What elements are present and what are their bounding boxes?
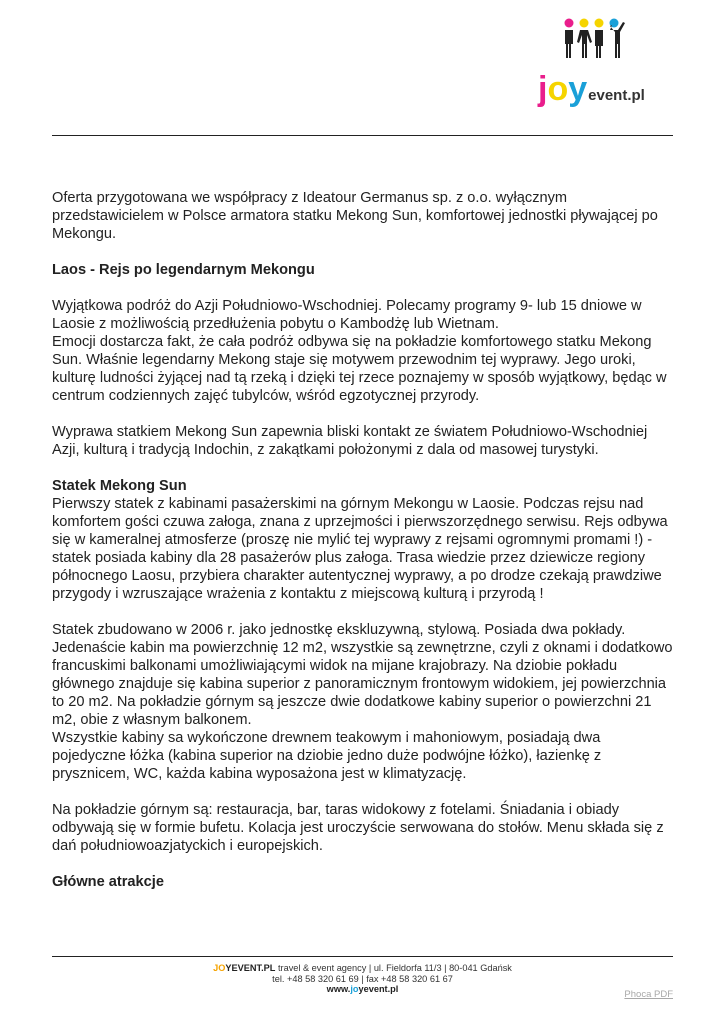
heading-laos-cruise: Laos - Rejs po legendarnym Mekongu bbox=[52, 262, 315, 278]
intro-paragraph: Oferta przygotowana we współpracy z Ideatour Germanus sp. z o.o. wyłącznym przedstawicielem w Polsce armatora statku Mekong Sun, komfortowej jednostki pływającej po Mekongu. bbox=[52, 190, 658, 242]
ship-paragraph-2b: Wszystkie kabiny sa wykończone drewnem teakowym i mahoniowym, posiadają dwa pojedyczne łóżka (kabina superior na dziobie jedno duże podwójne łóżko), łazienkę z prysznicem, WC, każda kabina wyposażona jest w klimatyzację. bbox=[52, 730, 602, 782]
document-body bbox=[52, 189, 677, 909]
footer-website-link[interactable]: www.joyevent.pl bbox=[326, 984, 399, 994]
footer-divider bbox=[52, 956, 673, 957]
heading-main-attractions: Główne atrakcje bbox=[52, 874, 164, 890]
laos-paragraph-1 bbox=[52, 297, 677, 405]
laos-paragraph-2: Wyprawa statkiem Mekong Sun zapewnia bliski kontakt ze światem Południowo-Wschodniej Azji, kulturą i tradycją Indochin, z zakątkami położonymi z dala od masowej turystyki. bbox=[52, 424, 648, 458]
page-footer bbox=[0, 963, 725, 995]
heading-mekong-sun: Statek Mekong Sun bbox=[52, 478, 187, 494]
ship-paragraph-3: Na pokładzie górnym są: restauracja, bar, taras widokowy z fotelami. Śniadania i obiady odbywają się w formie bufetu. Kolacja jest uroczyście serwowana do stołów. Menu składa się z dań południowoazjatyckich i europejskich. bbox=[52, 802, 664, 854]
logo-wordmark: joyevent.pl bbox=[538, 70, 645, 108]
laos-paragraph-1b: Emocji dostarcza fakt, że cała podróż odbywa się na pokładzie komfortowego statku Mekong Sun. Właśnie legendarny Mekong staje się motywem przewodnim tej wyprawy. Jego uroki, kulturę ludności żyjącej nad tą rzeką i dzięki tej rzece poznajemy w sposób wyjątkowy, będąc w centrum codziennych zajęć tubylców, wśród egzotycznej przyrody. bbox=[52, 334, 667, 404]
footer-line-2: tel. +48 58 320 61 69 | fax +48 58 320 61 67 bbox=[272, 973, 453, 984]
people-figures-icon bbox=[560, 18, 626, 64]
phoca-pdf-link[interactable]: Phoca PDF bbox=[624, 989, 673, 1000]
header-divider bbox=[52, 135, 673, 136]
ship-paragraph-2a: Statek zbudowano w 2006 r. jako jednostkę ekskluzywną, stylową. Posiada dwa pokłady. Jedenaście kabin ma powierzchnię 12 m2, wszystkie są zewnętrzne, czyli z oknami i dodatkowo francuskimi balkonami umożliwiającymi widok na mijane krajobrazy. Na dziobie pokładu głównego znajduje się kabina superior z panoramicznym frontowym widokiem, jej powierzchnia to 20 m2. Na pokładzie górnym są jeszcze dwie dodatkowe kabiny superior o powierzchni 21 m2, obie z własnym balkonem. bbox=[52, 622, 673, 728]
laos-paragraph-1a: Wyjątkowa podróż do Azji Południowo-Wschodniej. Polecamy programy 9- lub 15 dniowe w Laosie z możliwością przedłużenia pobytu o Kambodżę lub Wietnam. bbox=[52, 298, 642, 332]
joyevent-logo bbox=[538, 18, 658, 110]
footer-line-1: JOYEVENT.PL travel & event agency | ul. Fieldorfa 11/3 | 80-041 Gdańsk bbox=[213, 963, 512, 973]
ship-paragraph-2 bbox=[52, 621, 677, 783]
ship-paragraph-1: Pierwszy statek z kabinami pasażerskimi na górnym Mekongu w Laosie. Podczas rejsu nad komfortem gości czuwa załoga, znana z uprzejmości i pierwszorzędnego serwisu. Rejs odbywa się w kameralnej atmosferze (proszę nie mylić tej wyprawy z rejsami ogromnymi promami !) - statek posiada kabiny dla 28 pasażerów plus załoga. Trasa wiedzie przez dziewicze regiony północnego Laosu, przybiera charakter autentycznej wyprawy, a po drodze czekają prawdziwe przygody i wzruszające wrażenia z kontaktu z miejscową kulturą i przyrodą ! bbox=[52, 496, 668, 602]
